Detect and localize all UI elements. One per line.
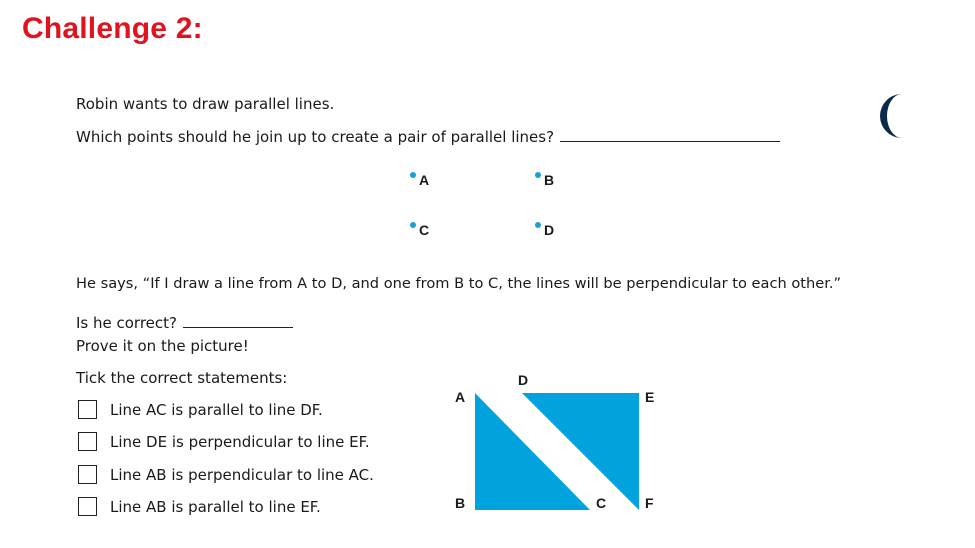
prove-text: Prove it on the picture! [76,337,249,355]
point-c-label: C [419,222,430,238]
statement-text: Line AB is parallel to line EF. [110,498,321,516]
point-d-label: D [544,222,555,238]
point-b-dot [535,172,541,178]
statement-text: Line AC is parallel to line DF. [110,401,323,419]
answer-line-correct[interactable] [183,326,293,328]
point-b-label: B [544,172,555,188]
statement-checkbox[interactable] [78,465,97,484]
point-d-dot [535,222,541,228]
tick-prompt: Tick the correct statements: [76,369,288,387]
diagram-label-d: D [518,372,529,388]
statement-checkbox[interactable] [78,400,97,419]
claim-text: He says, “If I draw a line from A to D, and one from B to C, the lines will be perpendicular to each other.” [76,275,842,292]
diagram-label-f: F [645,495,654,511]
intro-text: Robin wants to draw parallel lines. [76,95,335,113]
question-correct [76,313,293,333]
question-correct-text: Is he correct? [76,314,177,332]
challenge-title: Challenge 2: [22,12,203,45]
question-parallel-text: Which points should he join up to create a pair of parallel lines? [76,128,555,146]
statement-checkbox[interactable] [78,497,97,516]
diagram-label-a: A [455,389,466,405]
point-a-label: A [419,172,430,188]
diagram-label-c: C [596,495,607,511]
statement-text: Line DE is perpendicular to line EF. [110,433,370,451]
diagram-label-e: E [645,389,655,405]
statement-text: Line AB is perpendicular to line AC. [110,466,374,484]
diagram-label-b: B [455,495,466,511]
corner-decoration [880,94,904,138]
point-a-dot [410,172,416,178]
statement-checkbox[interactable] [78,432,97,451]
triangles-diagram [445,368,675,528]
point-c-dot [410,222,416,228]
question-parallel [76,127,780,147]
answer-line-parallel[interactable] [560,140,780,142]
